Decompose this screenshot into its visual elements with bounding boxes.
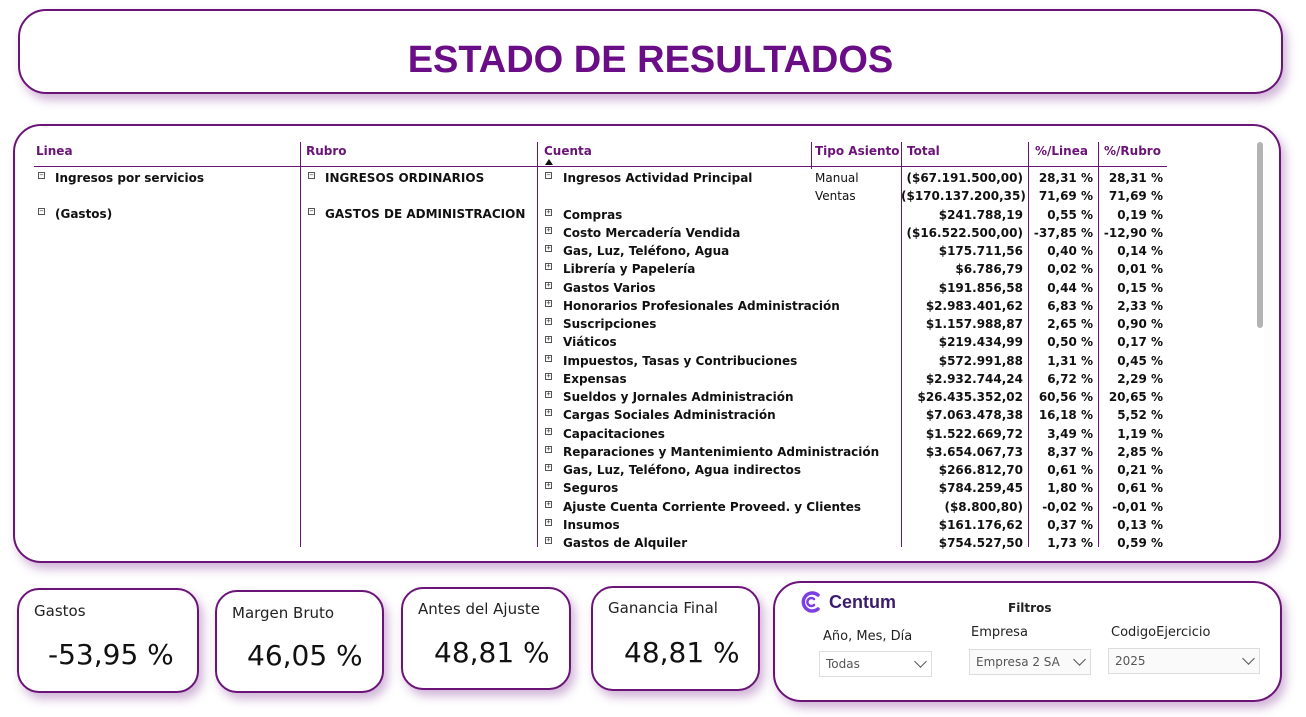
expand-icon[interactable]: + bbox=[546, 335, 551, 343]
cell-total: $266.812,70 bbox=[938, 463, 1023, 477]
cell-cuenta: Honorarios Profesionales Administración bbox=[563, 299, 840, 313]
filters-card bbox=[773, 581, 1282, 702]
cell-pct-linea: 1,73 % bbox=[1047, 536, 1093, 550]
cell-pct-rubro: 0,45 % bbox=[1117, 354, 1163, 368]
cell-pct-linea: 28,31 % bbox=[1038, 171, 1093, 185]
cell-total: $754.527,50 bbox=[938, 536, 1023, 550]
chevron-down-icon bbox=[914, 655, 927, 668]
cell-pct-linea: 2,65 % bbox=[1047, 317, 1093, 331]
filters-title: Filtros bbox=[1008, 601, 1052, 615]
cell-total: $26.435.352,02 bbox=[917, 390, 1023, 404]
cell-pct-linea: 1,31 % bbox=[1047, 354, 1093, 368]
cell-pct-linea: 0,37 % bbox=[1047, 518, 1093, 532]
kpi-value: -53,95 % bbox=[48, 638, 174, 671]
cell-total: $6.786,79 bbox=[955, 262, 1023, 276]
cell-total: ($67.191.500,00) bbox=[906, 171, 1023, 185]
cell-pct-linea: 0,50 % bbox=[1047, 335, 1093, 349]
brand-name: Centum bbox=[829, 592, 896, 612]
cell-pct-rubro: 0,01 % bbox=[1117, 262, 1163, 276]
kpi-label: Margen Bruto bbox=[232, 604, 335, 622]
expand-icon[interactable]: + bbox=[546, 317, 551, 325]
cell-pct-linea: 6,72 % bbox=[1047, 372, 1093, 386]
filter-value: 2025 bbox=[1115, 654, 1146, 668]
group-linea: (Gastos) bbox=[55, 207, 113, 221]
cell-cuenta: Ajuste Cuenta Corriente Proveed. y Clientes bbox=[563, 500, 862, 514]
centum-logo-icon bbox=[799, 591, 823, 613]
expand-icon[interactable]: + bbox=[546, 390, 551, 398]
group-rubro: GASTOS DE ADMINISTRACION bbox=[325, 207, 526, 221]
cell-total: $241.788,19 bbox=[938, 208, 1023, 222]
cell-pct-linea: 6,83 % bbox=[1047, 299, 1093, 313]
cell-pct-rubro: 0,61 % bbox=[1117, 481, 1163, 495]
collapse-icon[interactable]: − bbox=[39, 171, 44, 179]
header-total[interactable]: Total bbox=[907, 144, 940, 158]
cell-total: $3.654.067,73 bbox=[925, 445, 1023, 459]
group-rubro: INGRESOS ORDINARIOS bbox=[325, 171, 485, 185]
expand-icon[interactable]: + bbox=[546, 244, 551, 252]
kpi-card-gastos bbox=[17, 588, 199, 693]
cell-pct-linea: 0,61 % bbox=[1047, 463, 1093, 477]
kpi-label: Antes del Ajuste bbox=[418, 600, 541, 618]
expand-icon[interactable]: + bbox=[546, 372, 551, 380]
cell-cuenta: Gastos Varios bbox=[563, 281, 656, 295]
cell-cuenta: Impuestos, Tasas y Contribuciones bbox=[563, 354, 798, 368]
matrix-table bbox=[15, 126, 1185, 563]
cell-cuenta: Suscripciones bbox=[563, 317, 657, 331]
collapse-icon[interactable]: − bbox=[39, 207, 44, 215]
cell-pct-rubro: 0,14 % bbox=[1117, 244, 1163, 258]
collapse-icon[interactable]: − bbox=[546, 171, 551, 179]
expand-icon[interactable]: + bbox=[546, 536, 551, 544]
header-cuenta[interactable]: Cuenta bbox=[544, 144, 592, 158]
cell-cuenta: Reparaciones y Mantenimiento Administración bbox=[563, 445, 880, 459]
kpi-value: 48,81 % bbox=[624, 636, 740, 669]
header-rubro[interactable]: Rubro bbox=[306, 144, 347, 158]
cell-pct-rubro: 0,90 % bbox=[1117, 317, 1163, 331]
cell-pct-rubro: 20,65 % bbox=[1108, 390, 1163, 404]
expand-icon[interactable]: + bbox=[546, 481, 551, 489]
header-linea[interactable]: Linea bbox=[36, 144, 73, 158]
cell-pct-rubro: -12,90 % bbox=[1103, 226, 1163, 240]
cell-total: $219.434,99 bbox=[938, 335, 1023, 349]
cell-pct-rubro: 2,85 % bbox=[1117, 445, 1163, 459]
cell-cuenta: Compras bbox=[563, 208, 623, 222]
column-divider bbox=[537, 142, 538, 547]
cell-total: $572.991,88 bbox=[938, 354, 1023, 368]
expand-icon[interactable]: + bbox=[546, 262, 551, 270]
cell-cuenta: Librería y Papelería bbox=[563, 262, 696, 276]
chevron-down-icon bbox=[1073, 653, 1086, 666]
cell-total: ($170.137.200,35) bbox=[901, 189, 1026, 203]
cell-pct-linea: 0,02 % bbox=[1047, 262, 1093, 276]
cell-total: $784.259,45 bbox=[938, 481, 1023, 495]
expand-icon[interactable]: + bbox=[546, 226, 551, 234]
cell-cuenta: Sueldos y Jornales Administración bbox=[563, 390, 794, 404]
sort-ascending-icon[interactable] bbox=[545, 159, 553, 165]
filter-label-anio: Año, Mes, Día bbox=[823, 629, 913, 644]
cell-cuenta: Costo Mercadería Vendida bbox=[563, 226, 741, 240]
cell-total: ($16.522.500,00) bbox=[906, 226, 1023, 240]
cell-pct-linea: 0,55 % bbox=[1047, 208, 1093, 222]
cell-pct-linea: 60,56 % bbox=[1038, 390, 1093, 404]
cell-pct-rubro: 0,59 % bbox=[1117, 536, 1163, 550]
kpi-label: Ganancia Final bbox=[608, 599, 718, 617]
column-divider bbox=[811, 142, 812, 169]
cell-total: $175.711,56 bbox=[938, 244, 1023, 258]
expand-icon[interactable]: + bbox=[546, 281, 551, 289]
cell-total: $1.157.988,87 bbox=[925, 317, 1023, 331]
cell-pct-rubro: 2,29 % bbox=[1117, 372, 1163, 386]
cell-cuenta: Gas, Luz, Teléfono, Agua bbox=[563, 244, 730, 258]
expand-icon[interactable]: + bbox=[546, 354, 551, 362]
cell-total: $2.983.401,62 bbox=[925, 299, 1023, 313]
expand-icon[interactable]: + bbox=[546, 500, 551, 508]
chevron-down-icon bbox=[1242, 652, 1255, 665]
cell-pct-rubro: 0,15 % bbox=[1117, 281, 1163, 295]
header-divider bbox=[34, 166, 1167, 167]
kpi-card-antes-del-ajuste bbox=[401, 587, 571, 690]
cell-cuenta: Gas, Luz, Teléfono, Agua indirectos bbox=[563, 463, 802, 477]
kpi-card-ganancia-final bbox=[591, 586, 760, 691]
filter-label-empresa: Empresa bbox=[971, 625, 1028, 640]
cell-cuenta: Capacitaciones bbox=[563, 427, 665, 441]
cell-cuenta: Seguros bbox=[563, 481, 619, 495]
cell-pct-rubro: 28,31 % bbox=[1108, 171, 1163, 185]
cell-total: $161.176,62 bbox=[938, 518, 1023, 532]
expand-icon[interactable]: + bbox=[546, 518, 551, 526]
cell-pct-linea: 0,44 % bbox=[1047, 281, 1093, 295]
cell-pct-rubro: 0,21 % bbox=[1117, 463, 1163, 477]
page-title: ESTADO DE RESULTADOS bbox=[407, 39, 894, 81]
header-pct-linea[interactable]: %/Linea bbox=[1035, 144, 1088, 158]
column-divider bbox=[300, 142, 301, 547]
filter-value: Todas bbox=[826, 657, 860, 671]
cell-pct-rubro: 1,19 % bbox=[1117, 427, 1163, 441]
cell-pct-rubro: 0,17 % bbox=[1117, 335, 1163, 349]
cell-pct-rubro: -0,01 % bbox=[1112, 500, 1163, 514]
expand-icon[interactable]: + bbox=[546, 408, 551, 416]
cell-pct-linea: 3,49 % bbox=[1047, 427, 1093, 441]
expand-icon[interactable]: + bbox=[546, 463, 551, 471]
filter-value: Empresa 2 SA bbox=[976, 655, 1060, 669]
cell-total: $7.063.478,38 bbox=[925, 408, 1023, 422]
matrix-table-card bbox=[13, 124, 1281, 563]
kpi-value: 48,81 % bbox=[434, 636, 550, 669]
kpi-label: Gastos bbox=[34, 602, 86, 620]
cell-cuenta: Viáticos bbox=[563, 335, 617, 349]
vertical-scrollbar[interactable] bbox=[1257, 142, 1263, 328]
header-pct-rubro[interactable]: %/Rubro bbox=[1104, 144, 1161, 158]
cell-cuenta: Insumos bbox=[563, 518, 620, 532]
expand-icon[interactable]: + bbox=[546, 299, 551, 307]
cell-total: $2.932.744,24 bbox=[925, 372, 1023, 386]
expand-icon[interactable]: + bbox=[546, 445, 551, 453]
cell-tipo-asiento: Ventas bbox=[815, 189, 856, 203]
kpi-card-margen-bruto bbox=[215, 590, 384, 693]
filter-select-ejercicio[interactable] bbox=[1108, 648, 1260, 674]
cell-total: ($8.800,80) bbox=[944, 500, 1023, 514]
header-tipo-asiento[interactable]: Tipo Asiento bbox=[815, 144, 900, 158]
collapse-icon[interactable]: − bbox=[309, 207, 314, 215]
collapse-icon[interactable]: − bbox=[309, 171, 314, 179]
title-card bbox=[18, 9, 1283, 94]
cell-pct-rubro: 0,19 % bbox=[1117, 208, 1163, 222]
cell-pct-linea: 16,18 % bbox=[1038, 408, 1093, 422]
filter-select-empresa[interactable] bbox=[969, 649, 1091, 675]
cell-pct-linea: -0,02 % bbox=[1042, 500, 1093, 514]
cell-cuenta: Expensas bbox=[563, 372, 627, 386]
cell-cuenta: Gastos de Alquiler bbox=[563, 536, 688, 550]
group-linea: Ingresos por servicios bbox=[55, 171, 205, 185]
cell-pct-linea: -37,85 % bbox=[1033, 226, 1093, 240]
cell-pct-rubro: 0,13 % bbox=[1117, 518, 1163, 532]
filter-label-ejercicio: CodigoEjercicio bbox=[1111, 625, 1211, 640]
cell-pct-linea: 8,37 % bbox=[1047, 445, 1093, 459]
cell-tipo-asiento: Manual bbox=[815, 171, 859, 185]
cell-total: $1.522.669,72 bbox=[925, 427, 1023, 441]
cell-pct-linea: 1,80 % bbox=[1047, 481, 1093, 495]
kpi-value: 46,05 % bbox=[247, 639, 363, 672]
expand-icon[interactable]: + bbox=[546, 208, 551, 216]
cell-pct-linea: 71,69 % bbox=[1038, 189, 1093, 203]
filter-select-anio[interactable] bbox=[819, 651, 932, 677]
cell-cuenta: Ingresos Actividad Principal bbox=[563, 171, 753, 185]
cell-pct-linea: 0,40 % bbox=[1047, 244, 1093, 258]
cell-pct-rubro: 2,33 % bbox=[1117, 299, 1163, 313]
cell-total: $191.856,58 bbox=[938, 281, 1023, 295]
cell-pct-rubro: 5,52 % bbox=[1117, 408, 1163, 422]
expand-icon[interactable]: + bbox=[546, 427, 551, 435]
cell-pct-rubro: 71,69 % bbox=[1108, 189, 1163, 203]
cell-cuenta: Cargas Sociales Administración bbox=[563, 408, 776, 422]
